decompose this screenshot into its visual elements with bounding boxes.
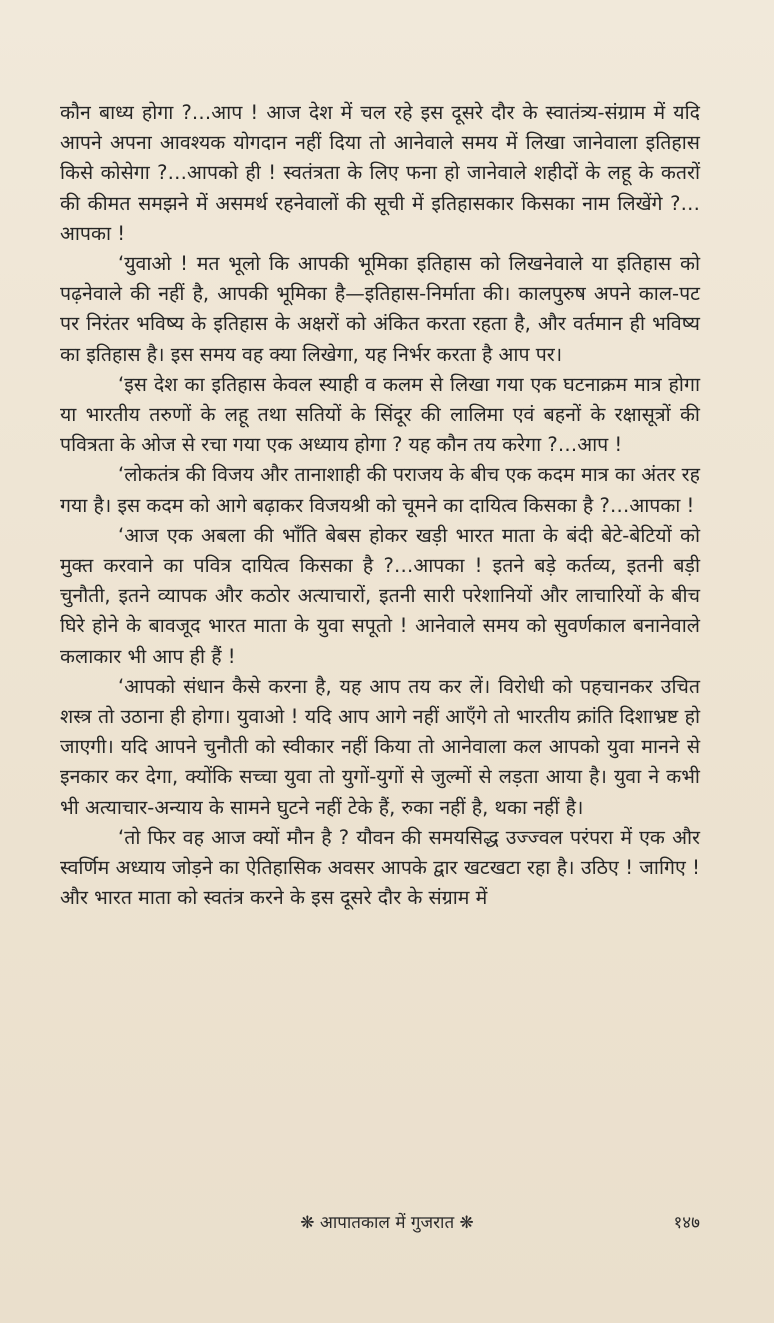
page-footer [0,1210,774,1240]
paragraph: ‘आज एक अबला की भाँति बेबस होकर खड़ी भारत माता के बंदी बेटे-बेटियों को मुक्त करवाने का पवित्र दायित्व किसका है ?…आपका ! इतने बड़े कर्तव्य, इतनी बड़ी चुनौती, इतने व्यापक और कठोर अत्याचारों, इतनी सारी परेशानियों और लाचारियों के बीच घिरे होने के बावजूद भारत माता के युवा सपूतो ! आनेवाले समय को सुवर्णकाल बनानेवाले कलाकार भी आप ही हैं ! [60,523,700,668]
running-footer-title: ❋ आपातकाल में गुजरात ❋ [300,1213,474,1233]
body-text [60,98,700,913]
paragraph: ‘इस देश का इतिहास केवल स्याही व कलम से लिखा गया एक घटनाक्रम मात्र होगा या भारतीय तरुणों के लहू तथा सतियों के सिंदूर की लालिमा एवं बहनों के रक्षासूत्रों की पवित्रता के ओज से रचा गया एक अध्याय होगा ? यह कौन तय करेगा ?…आप ! [60,372,700,457]
paragraph-continued: कौन बाध्य होगा ?…आप ! आज देश में चल रहे इस दूसरे दौर के स्वातंत्र्य-संग्राम में यदि आपने अपना आवश्यक योगदान नहीं दिया तो आनेवाले समय में लिखा जानेवाला इतिहास किसे कोसेगा ?…आपको ही ! स्वतंत्रता के लिए फना हो जानेवाले शहीदों के लहू के कतरों की कीमत समझने में असमर्थ रहनेवालों की सूची में इतिहासकार किसका नाम लिखेंगे ?…आपका ! [60,101,700,245]
paragraph: ‘लोकतंत्र की विजय और तानाशाही की पराजय के बीच एक कदम मात्र का अंतर रह गया है। इस कदम को आगे बढ़ाकर विजयश्री को चूमने का दायित्व किसका है ?…आपका ! [60,463,700,517]
page-number: १४७ [673,1213,700,1233]
paragraph: ‘युवाओ ! मत भूलो कि आपकी भूमिका इतिहास को लिखनेवाले या इतिहास को पढ़नेवाले की नहीं है, आपकी भूमिका है—इतिहास-निर्माता की। कालपुरुष अपने काल-पट पर निरंतर भविष्य के इतिहास के अक्षरों को अंकित करता रहता है, और वर्तमान ही भविष्य का इतिहास है। इस समय वह क्या लिखेगा, यह निर्भर करता है आप पर। [60,252,700,366]
paragraph: ‘तो फिर वह आज क्यों मौन है ? यौवन की समयसिद्ध उज्ज्वल परंपरा में एक और स्वर्णिम अध्याय जोड़ने का ऐतिहासिक अवसर आपके द्वार खटखटा रहा है। उठिए ! जागिए ! और भारत माता को स्वतंत्र करने के इस दूसरे दौर के संग्राम में [60,825,700,910]
paragraph: ‘आपको संधान कैसे करना है, यह आप तय कर लें। विरोधी को पहचानकर उचित शस्त्र तो उठाना ही होगा। युवाओ ! यदि आप आगे नहीं आएँगे तो भारतीय क्रांति दिशाभ्रष्ट हो जाएगी। यदि आपने चुनौती को स्वीकार नहीं किया तो आनेवाला कल आपको युवा मानने से इनकार कर देगा, क्योंकि सच्चा युवा तो युगों-युगों से जुल्मों से लड़ता आया है। युवा ने कभी भी अत्याचार-अन्याय के सामने घुटने नहीं टेके हैं, रुका नहीं है, थका नहीं है। [60,674,700,819]
